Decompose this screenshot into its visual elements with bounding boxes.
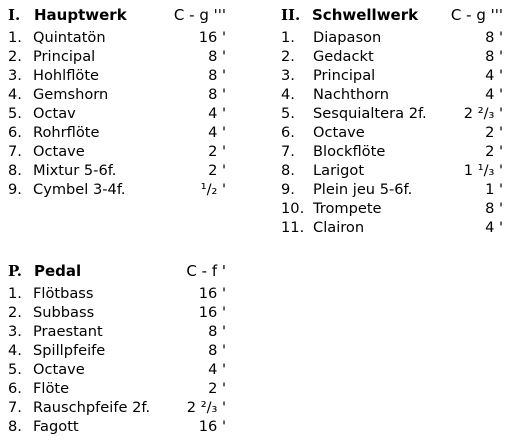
stop-name: Principal (33, 48, 96, 65)
stop-row (8, 47, 226, 66)
stop-row (8, 66, 226, 85)
stop-row (281, 142, 503, 161)
stop-number: 1. (281, 29, 295, 46)
stop-pitch: ¹/₂ ' (200, 181, 226, 198)
stop-row (281, 47, 503, 66)
stop-name: Clairon (313, 219, 365, 236)
stop-number: 11. (281, 219, 305, 236)
stop-name: Sesquialtera 2f. (313, 105, 427, 122)
stop-name: Cymbel 3-4f. (33, 181, 126, 198)
stop-pitch: 4 ' (208, 124, 226, 141)
stop-number: 3. (281, 67, 295, 84)
stop-pitch: 2 ' (485, 143, 503, 160)
stop-row (8, 322, 226, 341)
stop-pitch: 8 ' (208, 342, 226, 359)
division-numeral: II. (281, 6, 301, 24)
stop-number: 1. (8, 29, 22, 46)
stop-name: Larigot (313, 162, 365, 179)
stop-pitch: 1 ' (485, 181, 503, 198)
stop-list (281, 28, 503, 237)
stop-pitch: 4 ' (485, 86, 503, 103)
division-compass: C - f ' (186, 262, 226, 280)
stop-number: 9. (281, 181, 295, 198)
stop-row (281, 218, 503, 237)
stop-row (8, 85, 226, 104)
stop-number: 3. (8, 323, 22, 340)
division-title: Schwellwerk (312, 6, 419, 24)
stop-row (8, 379, 226, 398)
stop-pitch: 2 ' (208, 143, 226, 160)
stop-row (8, 123, 226, 142)
stop-row (281, 161, 503, 180)
stop-name: Trompete (313, 200, 382, 217)
stop-row (281, 180, 503, 199)
stop-row (8, 284, 226, 303)
stop-name: Fagott (33, 418, 79, 435)
stop-pitch: 16 ' (198, 29, 226, 46)
stop-row (281, 28, 503, 47)
stop-row (281, 85, 503, 104)
stop-pitch: 8 ' (208, 67, 226, 84)
stop-name: Rohrflöte (33, 124, 100, 141)
stop-row (281, 66, 503, 85)
stop-pitch: 8 ' (208, 323, 226, 340)
stop-row (8, 417, 226, 436)
stop-number: 6. (8, 124, 22, 141)
stop-number: 3. (8, 67, 22, 84)
stop-row (8, 303, 226, 322)
division-header (8, 262, 226, 284)
stop-list (8, 284, 226, 436)
stop-pitch: 2 ²/₃ ' (186, 399, 226, 416)
stop-number: 2. (8, 48, 22, 65)
stop-pitch: 1 ¹/₃ ' (463, 162, 503, 179)
stop-pitch: 4 ' (208, 105, 226, 122)
stop-number: 6. (8, 380, 22, 397)
stop-number: 5. (8, 105, 22, 122)
stop-name: Nachthorn (313, 86, 390, 103)
stop-name: Subbass (33, 304, 95, 321)
division-header (8, 6, 226, 28)
stop-number: 9. (8, 181, 22, 198)
stop-number: 4. (8, 342, 22, 359)
division-numeral: I. (8, 6, 21, 24)
stop-name: Mixtur 5-6f. (33, 162, 117, 179)
stop-name: Gemshorn (33, 86, 109, 103)
stop-name: Gedackt (313, 48, 374, 65)
stop-number: 6. (281, 124, 295, 141)
stop-number: 7. (8, 399, 22, 416)
stop-row (281, 199, 503, 218)
division-hauptwerk (8, 6, 226, 199)
stop-number: 10. (281, 200, 305, 217)
stop-row (8, 398, 226, 417)
stop-number: 2. (281, 48, 295, 65)
stop-number: 7. (281, 143, 295, 160)
stop-row (8, 161, 226, 180)
stop-row (8, 142, 226, 161)
stop-pitch: 2 ' (208, 380, 226, 397)
stop-name: Flötbass (33, 285, 94, 302)
stop-name: Blockflöte (313, 143, 386, 160)
division-title: Hauptwerk (34, 6, 127, 24)
stop-row (8, 180, 226, 199)
stop-row (281, 123, 503, 142)
division-numeral: P. (8, 262, 23, 280)
stop-pitch: 8 ' (485, 48, 503, 65)
stop-number: 5. (281, 105, 295, 122)
stop-pitch: 4 ' (485, 67, 503, 84)
division-title: Pedal (34, 262, 82, 280)
stop-pitch: 16 ' (198, 304, 226, 321)
division-compass: C - g ''' (450, 6, 503, 24)
stop-name: Octave (33, 361, 85, 378)
stop-row (8, 360, 226, 379)
stop-name: Spillpfeife (33, 342, 106, 359)
stop-name: Octav (33, 105, 76, 122)
stop-name: Rauschpfeife 2f. (33, 399, 151, 416)
stop-number: 4. (281, 86, 295, 103)
stop-name: Hohlflöte (33, 67, 100, 84)
stop-pitch: 2 ' (208, 162, 226, 179)
stop-row (281, 104, 503, 123)
stop-name: Flöte (33, 380, 70, 397)
stop-number: 5. (8, 361, 22, 378)
division-pedal (8, 262, 226, 436)
stop-number: 2. (8, 304, 22, 321)
stop-pitch: 8 ' (208, 86, 226, 103)
stop-pitch: 8 ' (485, 29, 503, 46)
stop-pitch: 16 ' (198, 285, 226, 302)
stop-number: 7. (8, 143, 22, 160)
stop-name: Quintatön (33, 29, 106, 46)
division-header (281, 6, 503, 28)
stop-number: 8. (8, 162, 22, 179)
stop-list (8, 28, 226, 199)
stop-pitch: 4 ' (485, 219, 503, 236)
stop-name: Praestant (33, 323, 103, 340)
stop-row (8, 28, 226, 47)
stop-pitch: 4 ' (208, 361, 226, 378)
stop-name: Principal (313, 67, 376, 84)
stop-pitch: 8 ' (485, 200, 503, 217)
stop-row (8, 341, 226, 360)
stop-pitch: 8 ' (208, 48, 226, 65)
division-schwellwerk (281, 6, 503, 237)
stop-pitch: 16 ' (198, 418, 226, 435)
stop-number: 4. (8, 86, 22, 103)
stop-number: 8. (8, 418, 22, 435)
stop-number: 8. (281, 162, 295, 179)
stop-pitch: 2 ' (485, 124, 503, 141)
stop-name: Octave (33, 143, 85, 160)
stop-name: Diapason (313, 29, 382, 46)
stop-name: Octave (313, 124, 365, 141)
division-compass: C - g ''' (173, 6, 226, 24)
stop-row (8, 104, 226, 123)
stop-pitch: 2 ²/₃ ' (463, 105, 503, 122)
stop-number: 1. (8, 285, 22, 302)
stop-name: Plein jeu 5-6f. (313, 181, 413, 198)
